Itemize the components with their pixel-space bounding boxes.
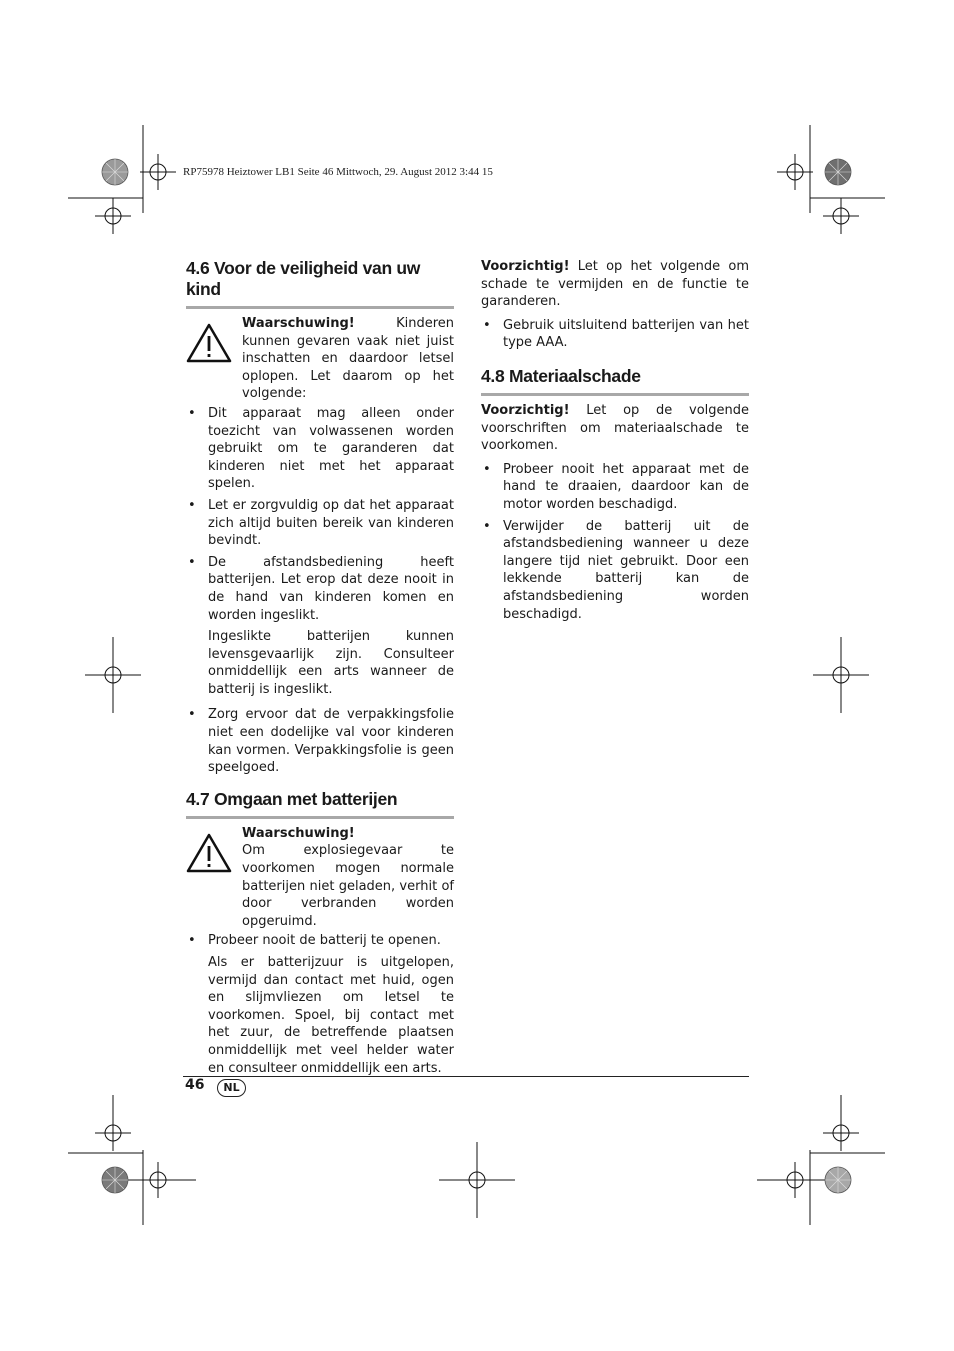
sub-paragraph: Als er batterijzuur is uitgelopen, vermijd dan contact met huid, ogen en slijmvliezen om letsel te voorkomen. Spoel, bij contact met het zuur, de betreffende plaatsen onmiddellijk met veel helder water en consulteer onmiddellijk een arts. <box>208 955 454 1076</box>
right-column <box>481 258 749 627</box>
warning-body: Om explosiegevaar te voorkomen mogen normale batterijen niet geladen, verhit of door verbranden worden opgeruimd. <box>242 843 454 929</box>
list-item: • Dit apparaat mag alleen onder toezicht van volwassenen worden gebruikt om te garanderen dat kinderen niet met het apparaat spelen. <box>186 405 454 493</box>
caution-body: Let op de volgende voorschriften om materiaalschade te voorkomen. <box>481 402 749 454</box>
bullet-list <box>481 317 749 352</box>
page-number: 46 <box>185 1077 205 1093</box>
caution-paragraph <box>481 402 749 455</box>
left-column <box>186 258 454 1085</box>
list-item: • Probeer nooit de batterij te openen. <box>186 932 454 950</box>
footer-rule <box>183 1076 749 1077</box>
section-heading: 4.7 Omgaan met batterijen <box>186 789 454 819</box>
warning-body: Kinderen kunnen gevaren vaak niet juist inschatten en daardoor letsel oplopen. Let daarom op het volgende: <box>242 316 454 402</box>
section-heading: 4.8 Materiaalschade <box>481 366 749 396</box>
bullet-list <box>481 461 749 623</box>
sub-paragraph: Ingeslikte batterijen kunnen levensgevaarlijk zijn. Consulteer onmiddellijk een arts wanneer de batterij is ingeslikt. <box>208 629 454 697</box>
bullet-list <box>186 706 454 776</box>
bullet-list <box>186 932 454 950</box>
warning-text <box>242 825 454 931</box>
section-material-damage <box>481 366 749 623</box>
caution-label: Voorzichtig! <box>481 402 570 418</box>
list-item: • Gebruik uitsluitend batterijen van het type AAA. <box>481 317 749 352</box>
list-item: • De afstandsbediening heeft batterijen. Let erop dat deze nooit in de hand van kinderen komen en worden ingeslikt. <box>186 554 454 624</box>
list-item: • Probeer nooit het apparaat met de hand te draaien, daardoor kan de motor worden beschadigd. <box>481 461 749 514</box>
section-child-safety <box>186 258 454 777</box>
warning-label: Waarschuwing! <box>242 316 355 331</box>
caution-paragraph <box>481 258 749 311</box>
warning-triangle-icon <box>186 825 234 931</box>
warning-triangle-icon <box>186 315 234 403</box>
list-item: • Verwijder de batterij uit de afstandsbediening wanneer u deze langere tijd niet gebruikt. Door een lekkende batterij kan de afstandsbediening worden beschadigd. <box>481 518 749 624</box>
caution-label: Voorzichtig! <box>481 259 570 274</box>
list-item: • Zorg ervoor dat de verpakkingsfolie niet een dodelijke val voor kinderen kan vormen. Verpakkingsfolie is geen speelgoed. <box>186 706 454 776</box>
section-heading: 4.6 Voor de veiligheid van uw kind <box>186 258 454 309</box>
language-badge: NL <box>217 1079 246 1097</box>
warning-block <box>186 825 454 931</box>
print-header: RP75978 Heiztower LB1 Seite 46 Mittwoch, 29. August 2012 3:44 15 <box>183 166 493 178</box>
warning-text <box>242 315 454 403</box>
bullet-list <box>186 405 454 624</box>
section-batteries <box>186 789 454 1077</box>
warning-label: Waarschuwing! <box>242 825 355 841</box>
warning-block <box>186 315 454 403</box>
list-item: • Let er zorgvuldig op dat het apparaat zich altijd buiten bereik van kinderen bevindt. <box>186 497 454 550</box>
caution-body: Let op het volgende om schade te vermijden en de functie te garanderen. <box>481 259 749 310</box>
